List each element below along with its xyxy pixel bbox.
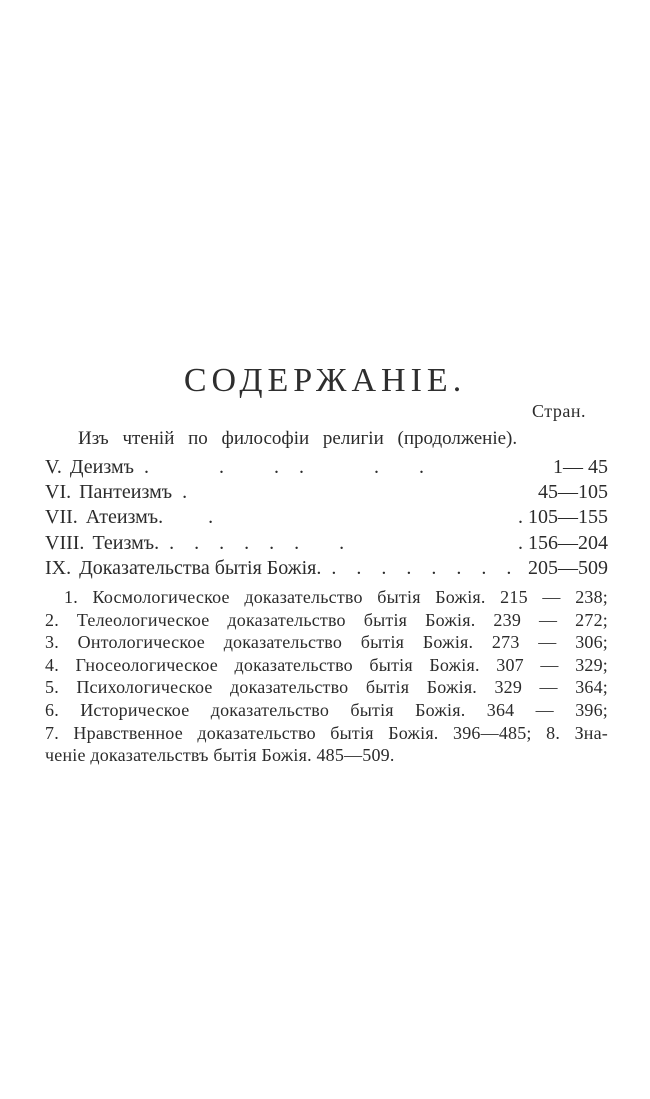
toc-entry-title: Атеизмъ. (85, 506, 164, 529)
toc-page-range: 205—509 (528, 556, 608, 579)
toc-row (45, 531, 608, 556)
toc-subtitle: Изъ чтеній по философіи религіи (продолженіе). (78, 428, 518, 449)
subsection-line: 1. Космологическое доказательство бытія Божія. 215 — 238; (64, 587, 608, 608)
pages-column-header: Стран. (532, 401, 586, 421)
subsection-line: 3. Онтологическое доказательство бытія Божія. 273 — 306; (45, 632, 608, 653)
toc-page-range: 1— 45 (553, 456, 608, 478)
toc-numeral: VIII. (45, 531, 85, 554)
contents-block (45, 428, 608, 767)
toc-row (45, 480, 608, 505)
toc-entry-title: Доказательства бытія Божія. (79, 556, 322, 579)
toc-entry-title: Теизмъ. (92, 531, 160, 554)
toc-entry-title: Пантеизмъ (79, 481, 173, 504)
subsection-line: 7. Нравственное доказательство бытія Божія. 396—485; 8. Зна- (45, 722, 608, 743)
toc-row (45, 556, 608, 581)
toc-page-range: 45—105 (538, 481, 608, 504)
subsection-list (45, 586, 608, 767)
toc-row (45, 505, 608, 530)
toc-dot-leader: . . . . . . (133, 456, 424, 478)
toc-numeral: VII. (45, 506, 78, 529)
toc-dot-leader: . . . . . . . (159, 531, 345, 554)
subsection-line: 4. Гносеологическое доказательство бытія Божія. 307 — 329; (45, 654, 608, 675)
toc-numeral: IX. (45, 556, 72, 579)
toc-numeral: VI. (45, 481, 72, 504)
subsection-line: 5. Психологическое доказательство бытія Божія. 329 — 364; (45, 677, 608, 698)
subsection-line: 2. Телеологическое доказательство бытія Божія. 239 — 272; (45, 609, 608, 630)
subsection-line: ченіе доказательствъ бытія Божія. 485—509. (45, 745, 395, 766)
toc-page-range: . 105—155 (518, 506, 608, 529)
page-title: СОДЕРЖАНІЕ. (183, 362, 467, 399)
subsection-line: 6. Историческое доказательство бытія Божія. 364 — 396; (45, 699, 608, 720)
toc-dot-leader: . (163, 506, 214, 529)
toc-row (45, 455, 608, 480)
toc-numeral: V. (45, 456, 62, 478)
toc-list (45, 455, 608, 581)
toc-page-range: . 156—204 (518, 531, 608, 554)
toc-dot-leader: . (172, 481, 188, 504)
toc-dot-leader: . . . . . . . . (321, 556, 512, 579)
toc-entry-title: Деизмъ (69, 456, 134, 478)
